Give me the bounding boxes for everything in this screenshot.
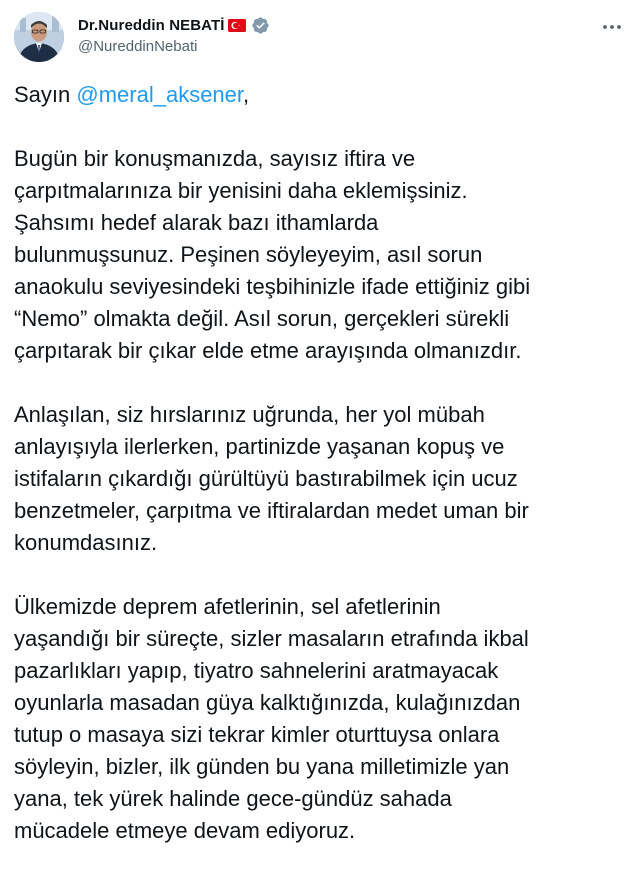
tweet-body	[14, 79, 630, 879]
more-dots-icon	[602, 24, 622, 30]
display-name[interactable]: Dr.Nureddin NEBATİ	[78, 16, 225, 34]
name-row	[78, 14, 270, 36]
verified-badge-icon	[251, 16, 270, 35]
greeting-suffix: ,	[243, 82, 250, 107]
tweet-paragraph-2: Anlaşılan, siz hırslarınız uğrunda, her yol mübah anlayışıyla ilerlerken, partinizde yaşanan kopuş ve istifaların çıkardığı gürültüyü bastırabilmek için ucuz benzetmeler, çarpıtma ve iftiralardan medet uman bir konumdasınız.	[14, 402, 529, 555]
mention-link[interactable]: @meral_aksener	[76, 82, 244, 107]
turkey-flag-icon	[228, 19, 246, 32]
avatar[interactable]	[14, 12, 64, 62]
tweet-paragraph-1: Bugün bir konuşmanızda, sayısız iftira ve çarpıtmalarınıza bir yenisini daha eklemişsiniz. Şahsımı hedef alarak bazı ithamlarda bulunmuşsunuz. Peşinen söyleyeyim, asıl sorun anaokulu seviyesindeki teşbihinizle ifade ettiğiniz gibi “Nemo” olmakta değil. Asıl sorun, gerçekleri sürekli çarpıtarak bir çıkar elde etme arayışında olmanızdır.	[14, 146, 531, 363]
tweet-greeting	[14, 79, 630, 111]
tweet-header	[14, 10, 626, 66]
more-options-button[interactable]	[598, 16, 626, 38]
handle[interactable]: @NureddinNebati	[78, 38, 198, 55]
greeting-prefix: Sayın	[14, 82, 77, 107]
tweet-paragraph-3: Ülkemizde deprem afetlerinin, sel afetlerinin yaşandığı bir süreçte, sizler masaların etrafında ikbal pazarlıkları yapıp, tiyatro sahnelerini aratmayacak oyunlarla masadan güya kalktığınızda, kulağınızdan tutup o masaya sizi tekrar kimler oturttuysa onlara söyleyin, bizler, ilk günden bu yana milletimizle yan yana, tek yürek halinde gece-gündüz sahada mücadele etmeye devam ediyoruz.	[14, 594, 529, 843]
avatar-image	[14, 12, 64, 62]
user-block	[78, 14, 270, 55]
